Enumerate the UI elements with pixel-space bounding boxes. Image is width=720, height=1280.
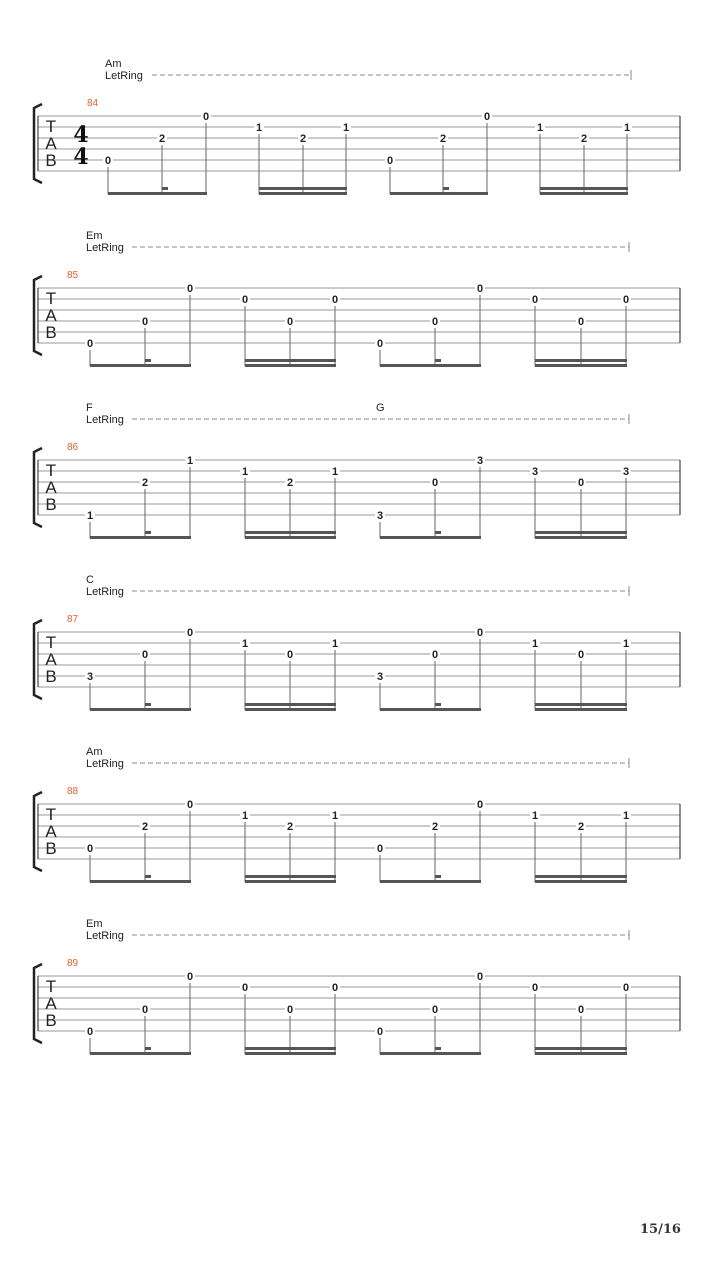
tab-system — [34, 58, 680, 195]
fret-number: 0 — [86, 843, 94, 855]
fret-number: 0 — [476, 283, 484, 295]
fret-number: 0 — [483, 111, 491, 123]
fret-number: 0 — [431, 649, 439, 661]
beam — [535, 880, 627, 883]
let-ring-label: LetRing — [105, 70, 143, 82]
fret-number: 0 — [186, 971, 194, 983]
tab-clef-letter: A — [45, 134, 57, 153]
beam-stub — [145, 875, 151, 878]
fret-number: 1 — [531, 810, 539, 822]
beam-secondary — [245, 1047, 336, 1050]
tab-clef-letter: B — [45, 495, 57, 514]
beam-stub — [435, 703, 441, 706]
fret-number: 1 — [342, 122, 350, 134]
fret-number: 0 — [202, 111, 210, 123]
tab-clef-letter: B — [45, 667, 57, 686]
tab-clef-letter: B — [45, 151, 57, 170]
fret-number: 0 — [286, 649, 294, 661]
fret-number: 0 — [577, 1004, 585, 1016]
beam-secondary — [535, 1047, 627, 1050]
fret-number: 2 — [299, 133, 307, 145]
fret-number: 0 — [104, 155, 112, 167]
beam — [245, 364, 336, 367]
beam-stub — [435, 531, 441, 534]
measure-number: 85 — [67, 270, 79, 281]
beam — [380, 1052, 481, 1055]
chord-name: G — [376, 402, 385, 414]
tab-system — [34, 402, 680, 539]
fret-number: 2 — [439, 133, 447, 145]
fret-number: 0 — [141, 316, 149, 328]
fret-number: 2 — [580, 133, 588, 145]
let-ring-label: LetRing — [86, 930, 124, 942]
tab-clef-letter: A — [45, 994, 57, 1013]
fret-number: 0 — [431, 477, 439, 489]
measure-number: 86 — [67, 442, 79, 453]
let-ring-label: LetRing — [86, 414, 124, 426]
fret-number: 0 — [577, 477, 585, 489]
chord-name: Am — [86, 746, 103, 758]
fret-number: 1 — [86, 510, 94, 522]
fret-number: 1 — [623, 122, 631, 134]
fret-number: 2 — [577, 821, 585, 833]
beam — [535, 536, 627, 539]
tab-clef-letter: T — [45, 461, 57, 480]
beam-stub — [145, 1047, 151, 1050]
beam — [245, 880, 336, 883]
beam — [90, 708, 191, 711]
beam — [540, 192, 628, 195]
fret-number: 3 — [376, 671, 384, 683]
tab-system — [34, 574, 680, 711]
beam — [259, 192, 347, 195]
fret-number: 2 — [141, 821, 149, 833]
beam — [90, 536, 191, 539]
let-ring-label: LetRing — [86, 586, 124, 598]
tab-clef-letter: B — [45, 839, 57, 858]
fret-number: 0 — [622, 294, 630, 306]
chord-name: Em — [86, 918, 103, 930]
fret-number: 1 — [241, 638, 249, 650]
fret-number: 0 — [577, 316, 585, 328]
tab-clef-letter: T — [45, 805, 57, 824]
chord-name: F — [86, 402, 93, 414]
fret-number: 0 — [86, 1026, 94, 1038]
beam — [390, 192, 488, 195]
chord-name: Em — [86, 230, 103, 242]
beam — [245, 1052, 336, 1055]
fret-number: 0 — [431, 316, 439, 328]
tab-clef-letter: B — [45, 323, 57, 342]
fret-number: 1 — [186, 455, 194, 467]
beam — [535, 364, 627, 367]
tab-clef-letter: T — [45, 977, 57, 996]
beam — [535, 708, 627, 711]
beam — [380, 364, 481, 367]
beam-stub — [435, 359, 441, 362]
beam — [90, 1052, 191, 1055]
beam-secondary — [245, 359, 336, 362]
beam-secondary — [245, 703, 336, 706]
fret-number: 0 — [531, 982, 539, 994]
measure-number: 88 — [67, 786, 79, 797]
fret-number: 0 — [531, 294, 539, 306]
fret-number: 1 — [241, 466, 249, 478]
beam-secondary — [245, 875, 336, 878]
tab-clef-letter: T — [45, 633, 57, 652]
fret-number: 3 — [622, 466, 630, 478]
beam — [380, 880, 481, 883]
beam — [245, 536, 336, 539]
beam-stub — [145, 531, 151, 534]
tab-system — [34, 746, 680, 883]
beam-secondary — [245, 531, 336, 534]
fret-number: 1 — [255, 122, 263, 134]
fret-number: 1 — [622, 810, 630, 822]
fret-number: 0 — [476, 971, 484, 983]
beam-secondary — [535, 875, 627, 878]
beam — [245, 708, 336, 711]
chord-name: C — [86, 574, 94, 586]
let-ring-label: LetRing — [86, 242, 124, 254]
beam-stub — [145, 703, 151, 706]
fret-number: 1 — [536, 122, 544, 134]
beam-stub — [162, 187, 168, 190]
fret-number: 0 — [186, 283, 194, 295]
beam — [535, 1052, 627, 1055]
fret-number: 3 — [376, 510, 384, 522]
fret-number: 0 — [376, 338, 384, 350]
beam — [380, 536, 481, 539]
beam-stub — [435, 875, 441, 878]
measure-number: 84 — [87, 98, 99, 109]
fret-number: 3 — [531, 466, 539, 478]
fret-number: 0 — [376, 1026, 384, 1038]
tab-clef-letter: A — [45, 478, 57, 497]
measure-number: 87 — [67, 614, 79, 625]
beam — [90, 880, 191, 883]
page-number: 15/16 — [640, 1222, 681, 1237]
fret-number: 0 — [476, 799, 484, 811]
beam-stub — [145, 359, 151, 362]
tab-clef-letter: A — [45, 822, 57, 841]
fret-number: 1 — [531, 638, 539, 650]
fret-number: 0 — [86, 338, 94, 350]
fret-number: 1 — [331, 466, 339, 478]
tab-clef-letter: T — [45, 289, 57, 308]
tab-clef-letter: A — [45, 650, 57, 669]
fret-number: 1 — [331, 810, 339, 822]
fret-number: 1 — [622, 638, 630, 650]
beam-secondary — [535, 359, 627, 362]
fret-number: 0 — [331, 294, 339, 306]
fret-number: 0 — [241, 294, 249, 306]
fret-number: 1 — [331, 638, 339, 650]
fret-number: 0 — [622, 982, 630, 994]
fret-number: 0 — [286, 316, 294, 328]
fret-number: 2 — [141, 477, 149, 489]
fret-number: 0 — [331, 982, 339, 994]
fret-number: 0 — [241, 982, 249, 994]
fret-number: 2 — [431, 821, 439, 833]
beam-secondary — [540, 187, 628, 190]
beam-stub — [443, 187, 449, 190]
let-ring-label: LetRing — [86, 758, 124, 770]
measure-number: 89 — [67, 958, 79, 969]
tab-clef-letter: A — [45, 306, 57, 325]
fret-number: 0 — [476, 627, 484, 639]
beam — [108, 192, 207, 195]
fret-number: 0 — [141, 1004, 149, 1016]
tab-clef-letter: B — [45, 1011, 57, 1030]
fret-number: 2 — [158, 133, 166, 145]
fret-number: 2 — [286, 821, 294, 833]
chord-name: Am — [105, 58, 122, 70]
fret-number: 0 — [431, 1004, 439, 1016]
beam-stub — [435, 1047, 441, 1050]
fret-number: 3 — [476, 455, 484, 467]
fret-number: 0 — [186, 627, 194, 639]
beam-secondary — [259, 187, 347, 190]
tab-system — [34, 918, 680, 1055]
beam-secondary — [535, 531, 627, 534]
fret-number: 0 — [577, 649, 585, 661]
tab-system — [34, 230, 680, 367]
fret-number: 1 — [241, 810, 249, 822]
fret-number: 0 — [386, 155, 394, 167]
fret-number: 0 — [141, 649, 149, 661]
beam — [90, 364, 191, 367]
fret-number: 0 — [286, 1004, 294, 1016]
time-signature-bottom: 4 — [73, 144, 89, 170]
beam-secondary — [535, 703, 627, 706]
beam — [380, 708, 481, 711]
time-signature-top: 4 — [73, 122, 89, 148]
fret-number: 2 — [286, 477, 294, 489]
fret-number: 3 — [86, 671, 94, 683]
fret-number: 0 — [186, 799, 194, 811]
tab-clef-letter: T — [45, 117, 57, 136]
fret-number: 0 — [376, 843, 384, 855]
